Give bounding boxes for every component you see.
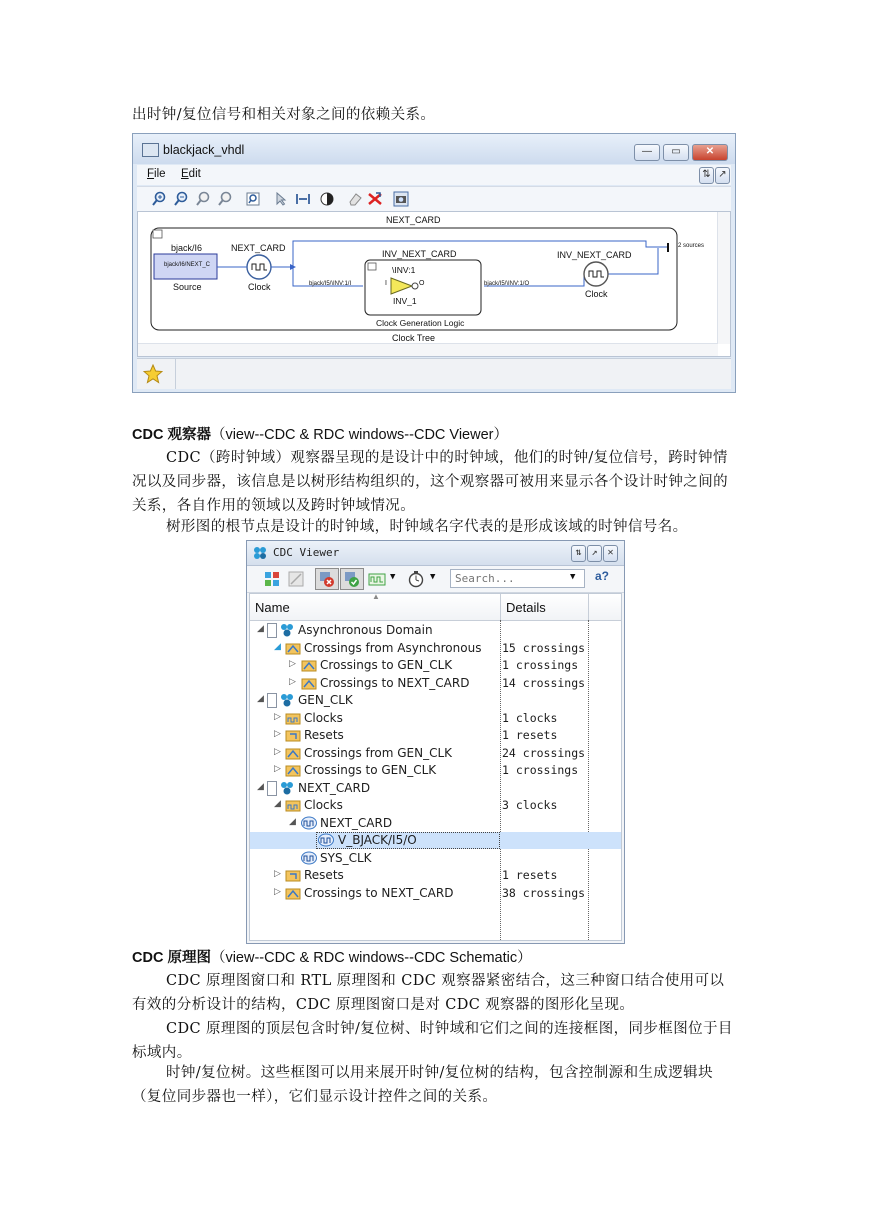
tree-row-async-domain[interactable]: ◢ Asynchronous Domain [257, 623, 433, 637]
crossings-icon [285, 746, 301, 760]
collapse-all-icon[interactable] [288, 571, 304, 587]
section2-para3: 时钟/复位树。这些框图可以用来展开时钟/复位树的结构，包含控制源和生成逻辑块（复位同步器也一样），它们显示设计控件之间的关系。 [132, 1065, 713, 1105]
clock-signal-icon [301, 816, 317, 830]
window-title: CDC Viewer [273, 546, 340, 559]
sort-icon: ▲ [372, 592, 380, 601]
clock-signal-icon [318, 833, 334, 847]
tree-row-crossings-to-genclk-2[interactable]: ▷ Crossings to GEN_CLK 1 crossings [274, 763, 579, 777]
tree-grid[interactable] [249, 593, 622, 941]
filter-ok-button[interactable] [340, 568, 364, 590]
dock-icon[interactable]: ⇅ [699, 167, 714, 184]
tree-row-nextcard-resets[interactable]: ▷ Resets 1 resets [274, 868, 558, 882]
section1-para1: CDC（跨时钟域）观察器呈现的是设计中的时钟域，他们的时钟/复位信号，跨时钟情况以及同步器，该信息是以树形结构组织的，这个观察器可被用来显示各个设计时钟之间的关系，各自作用的领域以及跨时钟域情况。 [132, 450, 728, 514]
maximize-button[interactable]: ▭ [663, 144, 689, 161]
cdc-viewer-window [246, 540, 625, 944]
schematic-window-icon [142, 143, 159, 157]
tree-row-nextcard-clocks[interactable]: ◢ Clocks 3 clocks [274, 798, 558, 812]
section2-para2: CDC 原理图的顶层包含时钟/复位树、时钟域和它们之间的连接框图，同步框图位于目标域内。 [132, 1021, 733, 1061]
tree-row-genclk-resets[interactable]: ▷ Resets 1 resets [274, 728, 558, 742]
tree-row-crossings-to-nextcard-2[interactable]: ▷ Crossings to NEXT_CARD 38 crossings [274, 885, 586, 900]
domain-icon [279, 693, 295, 707]
domain-icon [279, 781, 295, 795]
dock-icon[interactable]: ⇅ [571, 545, 586, 562]
chevron-down-icon[interactable]: ▼ [430, 572, 436, 582]
schematic-canvas[interactable] [137, 211, 731, 357]
erase-icon[interactable] [347, 191, 363, 207]
zoom-in-icon[interactable] [151, 191, 167, 207]
undock-icon[interactable]: ↗ [715, 167, 730, 184]
section2-heading [132, 947, 532, 969]
menu-edit[interactable]: Edit [181, 168, 201, 180]
find-icon[interactable] [245, 191, 261, 207]
inner-name: INV_1 [393, 296, 417, 306]
schematic-window [132, 133, 736, 393]
cut-icon[interactable] [367, 191, 383, 207]
chevron-down-icon[interactable]: ▼ [390, 572, 396, 582]
toolbar [247, 566, 624, 593]
crossings-icon [301, 658, 317, 672]
vertical-scrollbar[interactable] [717, 212, 730, 344]
filter-error-button[interactable] [315, 568, 339, 590]
source-instance: bjack/I6 [171, 243, 203, 253]
menu-bar [137, 165, 731, 185]
net-in: bjack/I5/\INV:1/I [309, 281, 352, 287]
tree-row-genclk-clocks[interactable]: ▷ Clocks 1 clocks [274, 710, 558, 725]
section1-title: CDC 观察器 [132, 427, 211, 443]
clock2-caption: Clock [585, 289, 608, 299]
window-title: blackjack_vhdl [163, 143, 245, 157]
minimize-button[interactable]: — [634, 144, 660, 161]
source-pin: bjack/I6/NEXT_C [164, 262, 211, 268]
tree-row-crossings-to-nextcard[interactable]: ▷ Crossings to NEXT_CARD 14 crossings [289, 675, 586, 690]
clock-signal-icon [301, 851, 317, 865]
search-dropdown-icon[interactable]: ▼ [570, 572, 576, 582]
clocks-folder-icon [285, 798, 301, 812]
tree-row-clock-vbjack-selected[interactable]: V_BJACK/I5/O [250, 832, 621, 849]
status-bar [137, 358, 731, 389]
clocks-folder-icon [285, 711, 301, 725]
clock1-caption: Clock [248, 282, 271, 292]
star-icon[interactable] [143, 364, 163, 384]
tree-row-nextcard-domain[interactable]: ◢ NEXT_CARD [257, 780, 371, 795]
crossings-icon [285, 886, 301, 900]
inner-label: INV_NEXT_CARD [382, 249, 457, 259]
intro-line: 出时钟/复位信号和相关对象之间的依赖关系。 [132, 107, 436, 123]
tree-header [250, 594, 621, 621]
section1-heading [132, 424, 508, 446]
title-bar [247, 541, 624, 566]
sources-label: 2 sources [678, 243, 705, 249]
section2-para1: CDC 原理图窗口和 RTL 原理图和 CDC 观察器紧密结合，这三种窗口结合使用可以有效的分析设计的结构，CDC 原理图窗口是对 CDC 观察器的图形化呈现。 [132, 973, 725, 1013]
col-details-header[interactable]: Details [506, 600, 546, 615]
expand-icon[interactable] [295, 191, 311, 207]
resets-folder-icon [285, 868, 301, 882]
timer-icon[interactable] [407, 570, 425, 588]
title-bar [133, 134, 735, 164]
crossings-icon [285, 763, 301, 777]
close-icon[interactable]: ✕ [603, 545, 618, 562]
search-input[interactable] [450, 569, 585, 588]
section2-subtitle: （view--CDC & RDC windows--CDC Schematic） [210, 950, 532, 966]
menu-file[interactable]: File [147, 168, 166, 180]
toolbar [137, 186, 731, 211]
undock-icon[interactable]: ↗ [587, 545, 602, 562]
section2-title: CDC 原理图 [132, 950, 211, 966]
tree-row-clock-sysclk[interactable]: SYS_CLK [250, 850, 621, 867]
expand-all-icon[interactable] [264, 571, 280, 587]
domain-icon [279, 623, 295, 637]
col-name-header[interactable]: Name [255, 600, 290, 615]
outer-bottom-label: Clock Tree [392, 333, 436, 343]
contrast-icon[interactable] [319, 191, 335, 207]
tree-row-clock-nextcard[interactable]: ◢ NEXT_CARD [289, 815, 393, 830]
clock2-label: INV_NEXT_CARD [557, 250, 632, 260]
source-caption: Source [173, 282, 202, 292]
inner-inst: \INV:1 [392, 265, 416, 275]
horizontal-scrollbar[interactable] [138, 343, 718, 356]
cdc-viewer-icon [252, 545, 268, 561]
tree-row-genclk-domain[interactable]: ◢ GEN_CLK [257, 693, 353, 707]
tree-row-crossings-from-async[interactable]: ◢ Crossings from Asynchronous 15 crossings [274, 640, 586, 655]
clock-domain-icon[interactable] [368, 571, 386, 587]
section1-subtitle: （view--CDC & RDC windows--CDC Viewer） [210, 427, 508, 443]
tree-row-crossings-from-genclk[interactable]: ▷ Crossings from GEN_CLK 24 crossings [274, 745, 586, 760]
outer-label: NEXT_CARD [386, 215, 441, 225]
crossings-icon [301, 676, 317, 690]
zoom-fit-icon[interactable] [195, 191, 211, 207]
net-out: bjack/I5/\INV:1/O [484, 281, 530, 287]
inner-pin-o: O [419, 280, 425, 287]
close-button[interactable]: ✕ [692, 144, 728, 161]
resets-folder-icon [285, 728, 301, 742]
tree-row-crossings-to-genclk[interactable]: ▷ Crossings to GEN_CLK 1 crossings [289, 658, 579, 672]
camera-icon[interactable] [393, 191, 409, 207]
inner-pin-i: I [385, 280, 387, 287]
crossings-icon [285, 641, 301, 655]
zoom-area-icon[interactable] [217, 191, 233, 207]
select-icon[interactable] [273, 191, 289, 207]
inner-bottom-label: Clock Generation Logic [376, 318, 465, 328]
help-icon[interactable]: a? [595, 569, 610, 583]
clock1-label: NEXT_CARD [231, 243, 286, 253]
section1-para2: 树形图的根节点是设计的时钟域，时钟域名字代表的是形成该域的时钟信号名。 [166, 519, 688, 535]
zoom-out-icon[interactable] [173, 191, 189, 207]
